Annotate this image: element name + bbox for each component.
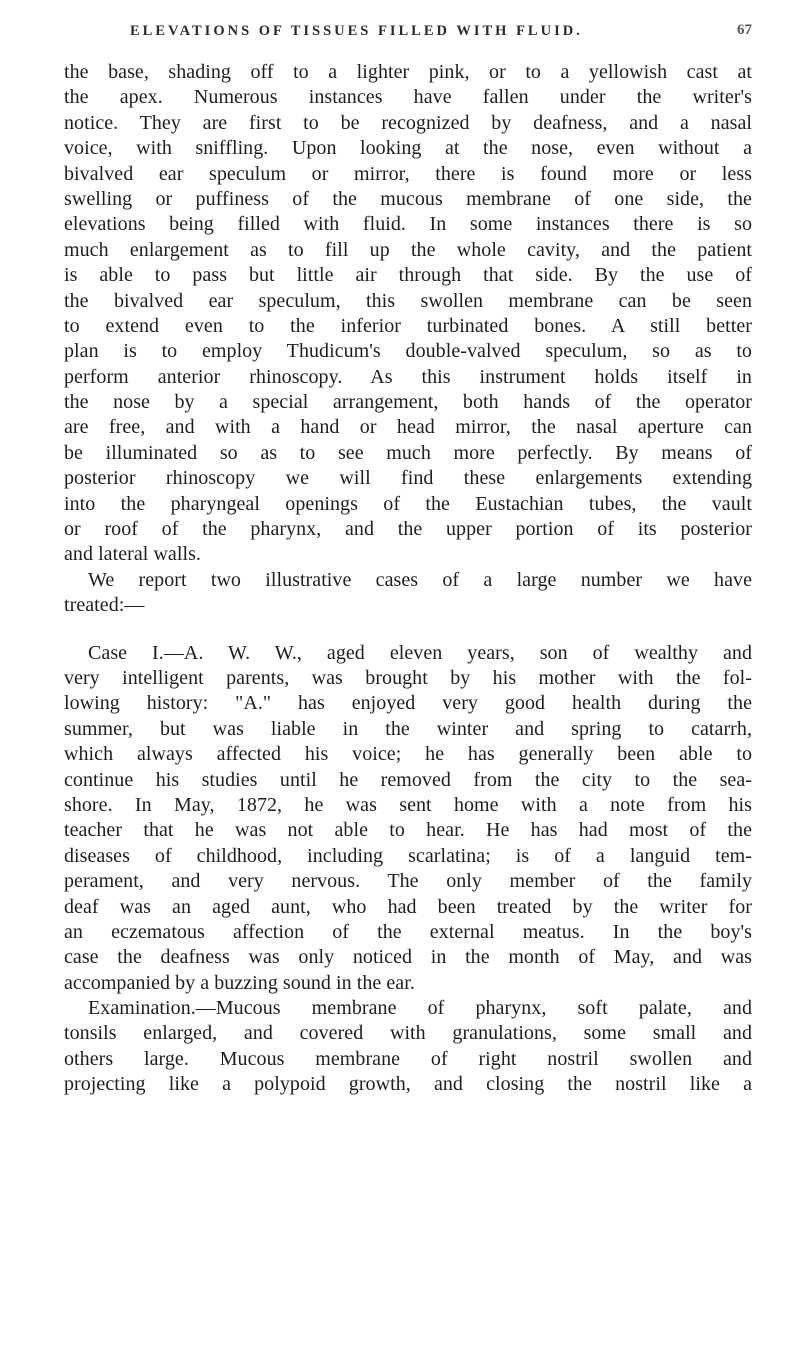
text-line: Case I.—A. W. W., aged eleven years, son of wealthy and bbox=[88, 641, 752, 664]
text-line: summer, but was liable in the winter and spring to catarrh, bbox=[64, 717, 752, 740]
text-line: elevations being filled with fluid. In some instances there is so bbox=[64, 213, 752, 236]
text-line: others large. Mucous membrane of right nostril swollen and bbox=[64, 1047, 752, 1070]
text-line: an eczematous affection of the external meatus. In the boy's bbox=[64, 920, 752, 943]
book-page bbox=[64, 0, 752, 1098]
text-line: notice. They are first to be recognized by deafness, and a nasal bbox=[64, 111, 752, 134]
text-line: to extend even to the inferior turbinated bones. A still better bbox=[64, 314, 752, 337]
text-line: into the pharyngeal openings of the Eustachian tubes, the vault bbox=[64, 492, 752, 515]
text-line: posterior rhinoscopy we will find these enlargements extending bbox=[64, 467, 752, 490]
text-line: are free, and with a hand or head mirror, the nasal aperture can bbox=[64, 416, 752, 439]
text-line: Examination.—Mucous membrane of pharynx, soft palate, and bbox=[88, 997, 752, 1020]
text-line: continue his studies until he removed from the city to the sea- bbox=[64, 768, 752, 791]
text-line: tonsils enlarged, and covered with granulations, some small and bbox=[64, 1022, 752, 1045]
text-line: diseases of childhood, including scarlatina; is of a languid tem- bbox=[64, 844, 752, 867]
text-line: accompanied by a buzzing sound in the ear. bbox=[64, 971, 415, 994]
text-line: perform anterior rhinoscopy. As this instrument holds itself in bbox=[64, 365, 752, 388]
text-line: shore. In May, 1872, he was sent home with a note from his bbox=[64, 793, 752, 816]
examination-paragraph bbox=[64, 996, 752, 1098]
text-line: or roof of the pharynx, and the upper portion of its posterior bbox=[64, 518, 752, 541]
text-line: We report two illustrative cases of a large number we have bbox=[88, 568, 752, 591]
text-line: much enlargement as to fill up the whole cavity, and the patient bbox=[64, 238, 752, 261]
text-line: be illuminated so as to see much more perfectly. By means of bbox=[64, 441, 752, 464]
text-line: the base, shading off to a lighter pink, or to a yellowish cast at bbox=[64, 61, 752, 83]
text-line: the bivalved ear speculum, this swollen membrane can be seen bbox=[64, 289, 752, 312]
running-head bbox=[64, 0, 752, 60]
text-line: bivalved ear speculum or mirror, there is found more or less bbox=[64, 162, 752, 185]
text-line: plan is to employ Thudicum's double-valved speculum, so as to bbox=[64, 340, 752, 363]
text-line: the apex. Numerous instances have fallen under the writer's bbox=[64, 86, 752, 109]
body-text bbox=[64, 60, 752, 1098]
text-line: projecting like a polypoid growth, and closing the nostril like a bbox=[64, 1073, 752, 1096]
page-number: 67 bbox=[737, 22, 752, 38]
text-line: teacher that he was not able to hear. He has had most of the bbox=[64, 819, 752, 842]
text-line: which always affected his voice; he has generally been able to bbox=[64, 743, 752, 766]
text-line: lowing history: "A." has enjoyed very good health during the bbox=[64, 692, 752, 715]
section-gap bbox=[64, 619, 752, 641]
text-line: the nose by a special arrangement, both hands of the operator bbox=[64, 391, 752, 414]
paragraph bbox=[64, 568, 752, 619]
text-line: treated:— bbox=[64, 594, 145, 617]
running-title: ELEVATIONS OF TISSUES FILLED WITH FLUID. bbox=[130, 23, 583, 39]
text-line: very intelligent parents, was brought by his mother with the fol- bbox=[64, 666, 752, 689]
case-paragraph bbox=[64, 641, 752, 996]
text-line: perament, and very nervous. The only member of the family bbox=[64, 870, 752, 893]
text-line: and lateral walls. bbox=[64, 543, 201, 566]
text-line: is able to pass but little air through that side. By the use of bbox=[64, 264, 752, 287]
text-line: deaf was an aged aunt, who had been treated by the writer for bbox=[64, 895, 752, 918]
paragraph-continued bbox=[64, 60, 752, 568]
text-line: swelling or puffiness of the mucous membrane of one side, the bbox=[64, 187, 752, 210]
text-line: voice, with sniffling. Upon looking at the nose, even without a bbox=[64, 137, 752, 160]
text-line: case the deafness was only noticed in the month of May, and was bbox=[64, 946, 752, 969]
